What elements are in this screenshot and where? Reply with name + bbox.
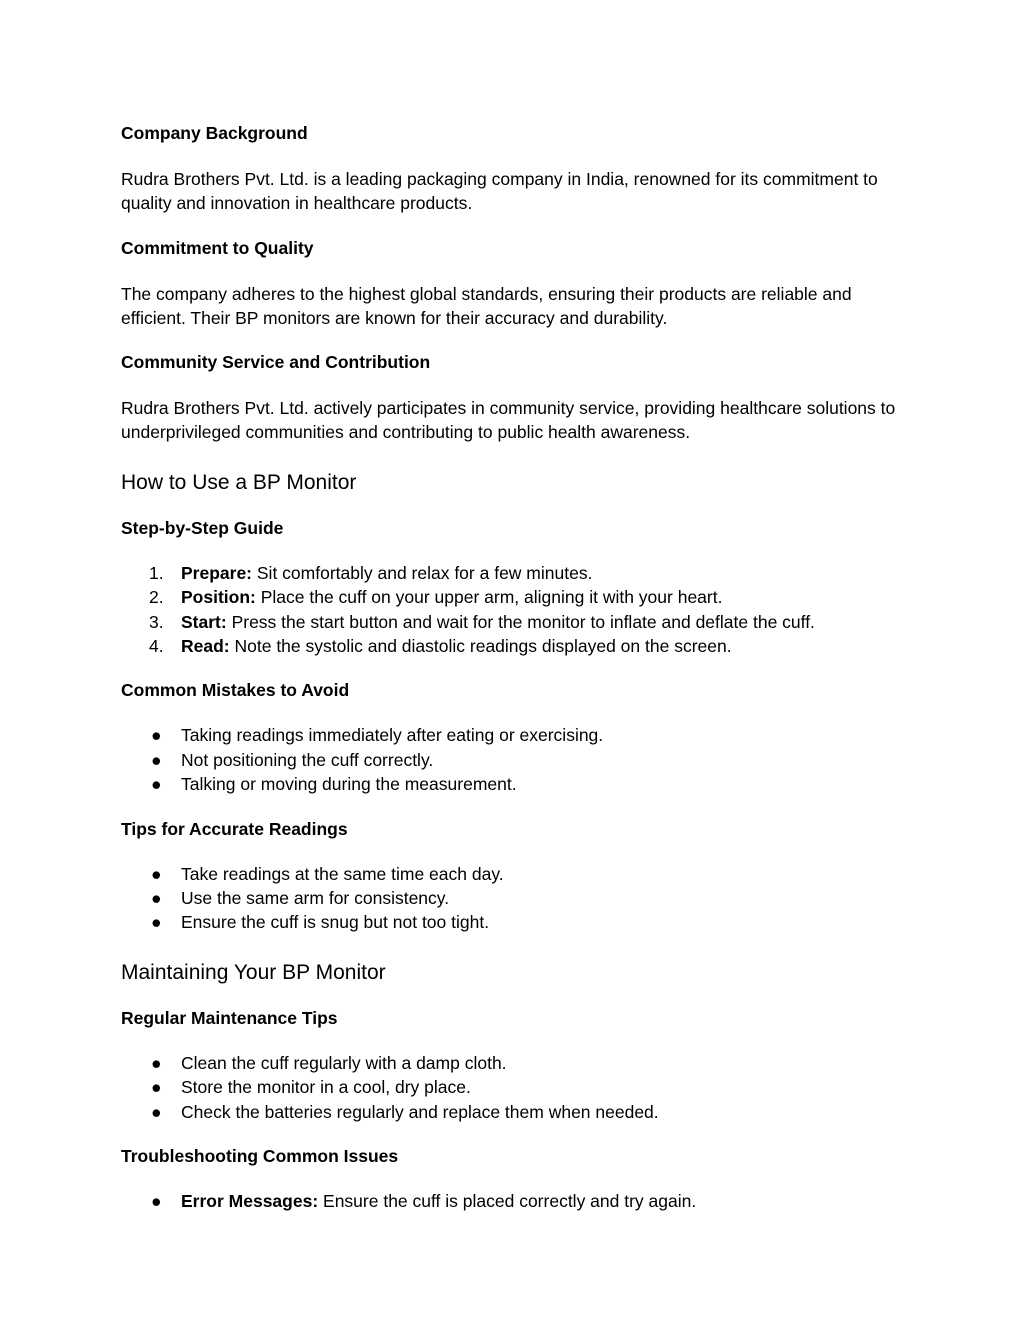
list-item-text: Use the same arm for consistency. — [181, 888, 450, 909]
list-item — [121, 1051, 911, 1075]
issue-label: Error Messages: — [181, 1191, 319, 1212]
list-item-text: Ensure the cuff is snug but not too tight. — [181, 912, 490, 933]
list-item — [121, 1075, 911, 1099]
list-number: 2. — [149, 587, 164, 608]
steps-list — [121, 561, 911, 659]
tips-list — [121, 862, 911, 935]
heading-company-background: Company Background — [121, 123, 308, 143]
list-number: 3. — [149, 611, 164, 632]
list-item — [121, 610, 911, 634]
list-item — [121, 862, 911, 886]
list-item-text: Clean the cuff regularly with a damp cloth. — [181, 1052, 507, 1073]
bullet-icon: ● — [151, 749, 162, 770]
list-item — [121, 886, 911, 910]
list-item — [121, 772, 911, 796]
list-item — [121, 634, 911, 658]
paragraph-company-background: Rudra Brothers Pvt. Ltd. is a leading packaging company in India, renowned for its commitment to quality and innovation in healthcare products. — [121, 169, 878, 214]
list-item — [121, 1100, 911, 1124]
step-label: Position: — [181, 587, 256, 608]
title-maintaining: Maintaining Your BP Monitor — [121, 960, 386, 984]
bullet-icon: ● — [151, 863, 162, 884]
heading-commitment-to-quality: Commitment to Quality — [121, 237, 314, 258]
list-item-text: Take readings at the same time each day. — [181, 863, 504, 884]
bullet-icon: ● — [151, 1101, 162, 1122]
heading-troubleshooting: Troubleshooting Common Issues — [121, 1146, 399, 1167]
step-label: Read: — [181, 636, 230, 656]
step-label: Prepare: — [181, 562, 253, 583]
list-item-text: Check the batteries regularly and replace them when needed. — [181, 1101, 659, 1122]
list-item — [121, 723, 911, 747]
title-how-to-use: How to Use a BP Monitor — [121, 470, 357, 494]
list-item — [121, 910, 911, 934]
heading-community-service: Community Service and Contribution — [121, 352, 431, 373]
step-text: Place the cuff on your upper arm, aligning it with your heart. — [255, 587, 723, 608]
list-item-text: Not positioning the cuff correctly. — [181, 749, 434, 770]
paragraph-commitment-to-quality: The company adheres to the highest global standards, ensuring their products are reliable and efficient. Their BP monitors are known for their accuracy and durability. — [121, 283, 852, 328]
list-item — [121, 585, 911, 609]
list-item-text: Taking readings immediately after eating or exercising. — [181, 725, 604, 746]
heading-regular-maintenance: Regular Maintenance Tips — [121, 1007, 338, 1028]
bullet-icon: ● — [151, 1077, 162, 1098]
list-item-text: Talking or moving during the measurement. — [181, 774, 517, 795]
heading-step-by-step: Step-by-Step Guide — [121, 517, 284, 538]
step-text: Note the systolic and diastolic readings displayed on the screen. — [229, 636, 732, 656]
list-number: 4. — [149, 636, 164, 656]
document-page — [121, 120, 911, 1213]
bullet-icon: ● — [151, 888, 162, 909]
list-item-text: Store the monitor in a cool, dry place. — [181, 1077, 471, 1098]
list-number: 1. — [149, 562, 164, 583]
heading-common-mistakes: Common Mistakes to Avoid — [121, 680, 350, 701]
bullet-icon: ● — [151, 1052, 162, 1073]
step-text: Sit comfortably and relax for a few minutes. — [252, 562, 593, 583]
list-item — [121, 561, 911, 585]
bullet-icon: ● — [151, 912, 162, 933]
bullet-icon: ● — [151, 1191, 162, 1212]
list-item — [121, 1189, 911, 1213]
issue-text: Ensure the cuff is placed correctly and try again. — [318, 1191, 697, 1212]
paragraph-community-service: Rudra Brothers Pvt. Ltd. actively participates in community service, providing healthcare solutions to underprivileged communities and contributing to public health awareness. — [121, 398, 896, 443]
bullet-icon: ● — [151, 774, 162, 795]
troubleshooting-list — [121, 1189, 911, 1213]
step-text: Press the start button and wait for the monitor to inflate and deflate the cuff. — [226, 611, 815, 632]
heading-tips: Tips for Accurate Readings — [121, 818, 348, 839]
list-item — [121, 748, 911, 772]
maintenance-list — [121, 1051, 911, 1124]
bullet-icon: ● — [151, 725, 162, 746]
step-label: Start: — [181, 611, 227, 632]
mistakes-list — [121, 723, 911, 796]
